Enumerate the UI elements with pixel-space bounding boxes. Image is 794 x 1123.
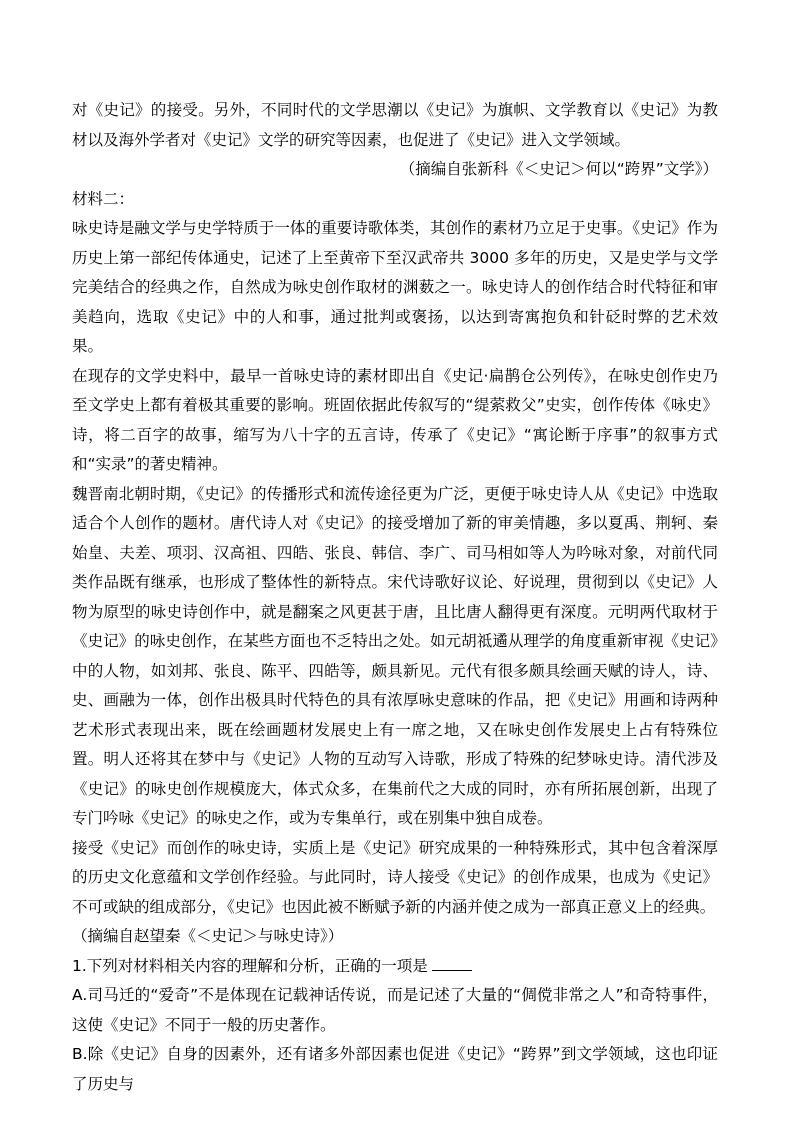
question1-stem-line xyxy=(72,952,718,982)
material1-tail-paragraph: 对《史记》的接受。另外，不同时代的文学思潮以《史记》为旗帜、文学教育以《史记》为教材以及海外学者对《史记》文学的研究等因素，也促进了《史记》进入文学领域。 xyxy=(72,101,718,149)
material2-paragraph-1: 咏史诗是融文学与史学特质于一体的重要诗歌体类，其创作的素材乃立足于史事。《史记》作为历史上第一部纪传体通史，记述了上至黄帝下至汉武帝共 3000 多年的历史，又是史学与文学完美结合的经典之作，自然成为咏史创作取材的渊薮之一。咏史诗人的创作结合时代特征和审美趋向，选取《史记》中的人和事，通过批判或褒扬，以达到寄寓抱负和针砭时弊的艺术效果。 xyxy=(72,219,718,355)
question1-option-b: B.除《史记》自身的因素外，还有诸多外部因素也促进《史记》“跨界”到文学领域，这也印证了历史与 xyxy=(72,1045,718,1093)
question1-stem: 1.下列对材料相关内容的理解和分析，正确的一项是 xyxy=(72,956,428,975)
material2-source: （摘编自赵望秦《＜史记＞与咏史诗》） xyxy=(72,927,344,945)
question1-option-a: A.司马迁的“爱奇”不是体现在记载神话传说，而是记述了大量的“倜傥非常之人”和奇特事件，这使《史记》不同于一般的历史著作。 xyxy=(72,986,718,1034)
material2-paragraph-3: 魏晋南北朝时期，《史记》的传播形式和流传途径更为广泛，更便于咏史诗人从《史记》中选取适合个人创作的题材。唐代诗人对《史记》的接受增加了新的审美情趣，多以夏禹、荆轲、秦始皇、夫差、项羽、汉高祖、四皓、张良、韩信、李广、司马相如等人为吟咏对象，对前代同类作品既有继承，也形成了整体性的新特点。宋代诗歌好议论、好说理，贯彻到以《史记》人物为原型的咏史诗创作中，就是翻案之风更甚于唐，且比唐人翻得更有深度。元明两代取材于《史记》的咏史创作，在某些方面也不乏特出之处。如元胡祗遹从理学的角度重新审视《史记》中的人物，如刘邦、张良、陈平、四皓等，颇具新见。元代有很多颇具绘画天赋的诗人，诗、史、画融为一体，创作出极具时代特色的具有浓厚咏史意味的作品，把《史记》用画和诗两种艺术形式表现出来，既在绘画题材发展史上有一席之地，又在咏史创作发展史上占有特殊位置。明人还将其在梦中与《史记》人物的互动写入诗歌，形成了特殊的纪梦咏史诗。清代涉及《史记》的咏史创作规模庞大，体式众多，在集前代之大成的同时，亦有所拓展创新，出现了专门吟咏《史记》的咏史之作，或为专集单行，或在别集中独自成卷。 xyxy=(72,484,718,827)
material2-heading: 材料二： xyxy=(72,189,135,208)
material2-paragraph-4: 接受《史记》而创作的咏史诗，实质上是《史记》研究成果的一种特殊形式，其中包含着深厚的历史文化意蕴和文学创作经验。与此同时，诗人接受《史记》的创作成果，也成为《史记》不可或缺的组成部分，《史记》也因此被不断赋予新的内涵并使之成为一部真正意义上的经典。 xyxy=(72,838,718,916)
material1-source: （摘编自张新科《＜史记＞何以“跨界”文学》） xyxy=(399,160,718,178)
answer-blank[interactable] xyxy=(432,956,472,971)
material2-paragraph-2: 在现存的文学史料中，最早一首咏史诗的素材即出自《史记·扁鹊仓公列传》，在咏史创作史乃至文学史上都有着极其重要的影响。班固依据此传叙写的“缇萦救父”史实，创作传体《咏史》诗，将二百字的故事，缩写为八十字的五言诗，传承了《史记》“寓论断于序事”的叙事方式和“实录”的著史精神。 xyxy=(72,366,718,473)
document-page xyxy=(72,96,718,1099)
